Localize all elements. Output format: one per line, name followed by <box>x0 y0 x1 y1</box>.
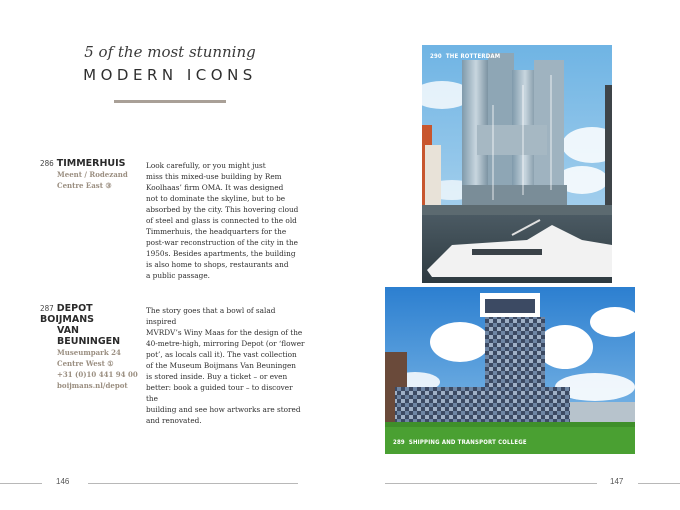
description-line: MVRDV’s Winy Maas for the design of the <box>146 328 303 337</box>
caption-text: THE ROTTERDAM <box>445 53 501 60</box>
photo-the-rotterdam <box>422 45 612 283</box>
description-line: pot’, as locals call it). The vast collection <box>146 350 297 359</box>
entry-heading <box>40 158 140 169</box>
photo-shipping-transport-college <box>385 287 635 454</box>
description-line: building and see how artworks are stored <box>146 405 301 414</box>
description-line: is also home to shops, restaurants and <box>146 260 289 269</box>
entry-district: Centre West ① <box>57 359 114 368</box>
caption-number: 289 <box>393 439 405 446</box>
college-building-image <box>385 287 635 454</box>
caption-text: SHIPPING AND TRANSPORT COLLEGE <box>408 439 527 446</box>
caption-number: 290 <box>430 53 442 60</box>
description-line: miss this mixed-use building by Rem <box>146 172 282 181</box>
description-line: better: book a guided tour – to discover the <box>146 383 293 403</box>
right-page <box>340 0 680 510</box>
footer-rule <box>638 483 680 484</box>
description-line: of steel and glass is connected to the old <box>146 216 297 225</box>
description-line: Timmerhuis, the headquarters for the <box>146 227 287 236</box>
description-line: 1950s. Besides apartments, the building <box>146 249 296 258</box>
title-divider <box>114 100 226 103</box>
entry-meta <box>40 303 140 391</box>
entry-phone: +31 (0)10 441 94 00 <box>57 370 138 379</box>
description-line: a public passage. <box>146 271 210 280</box>
entry-number: 286 <box>40 159 54 168</box>
entry-description <box>146 305 306 426</box>
footer-rule <box>88 483 298 484</box>
entry-meta <box>40 158 140 191</box>
description-line: of the Museum Boijmans Van Beuningen <box>146 361 297 370</box>
description-line: Look carefully, or you might just <box>146 161 266 170</box>
entry-number: 287 <box>40 304 54 313</box>
description-line: The story goes that a bowl of salad inspired <box>146 306 276 326</box>
description-line: 40-metre-high, mirroring Depot (or ‘flower <box>146 339 305 348</box>
entry-name-continued: VAN BEUNINGEN <box>57 325 121 347</box>
entry-name: TIMMERHUIS <box>56 158 126 169</box>
description-line: post-war reconstruction of the city in the <box>146 238 299 247</box>
rotterdam-building-image <box>422 45 612 283</box>
photo-caption <box>393 439 527 446</box>
entry-address-line: Meent / Rodezand <box>57 170 128 179</box>
entry-address-line: Museumpark 24 <box>57 348 121 357</box>
entry-name: DEPOT BOIJMANS <box>40 303 94 325</box>
description-line: absorbed by the city. This hovering cloud <box>146 205 299 214</box>
footer-rule <box>0 483 42 484</box>
description-line: and renovated. <box>146 416 202 425</box>
page-number: 146 <box>56 477 70 486</box>
page-number: 147 <box>610 477 624 486</box>
entry-heading <box>40 303 140 347</box>
description-line: not to dominate the skyline, but to be <box>146 194 286 203</box>
section-title: MODERN ICONS <box>83 66 257 84</box>
section-subtitle: 5 of the most stunning <box>84 43 256 61</box>
entry-district: Centre East ③ <box>57 181 112 190</box>
entry-website: boijmans.nl/depot <box>57 381 128 390</box>
description-line: Koolhaas’ firm OMA. It was designed <box>146 183 284 192</box>
photo-caption <box>430 53 500 60</box>
footer-rule <box>385 483 597 484</box>
description-line: is stored inside. Buy a ticket – or even <box>146 372 288 381</box>
entry-description <box>146 160 306 281</box>
